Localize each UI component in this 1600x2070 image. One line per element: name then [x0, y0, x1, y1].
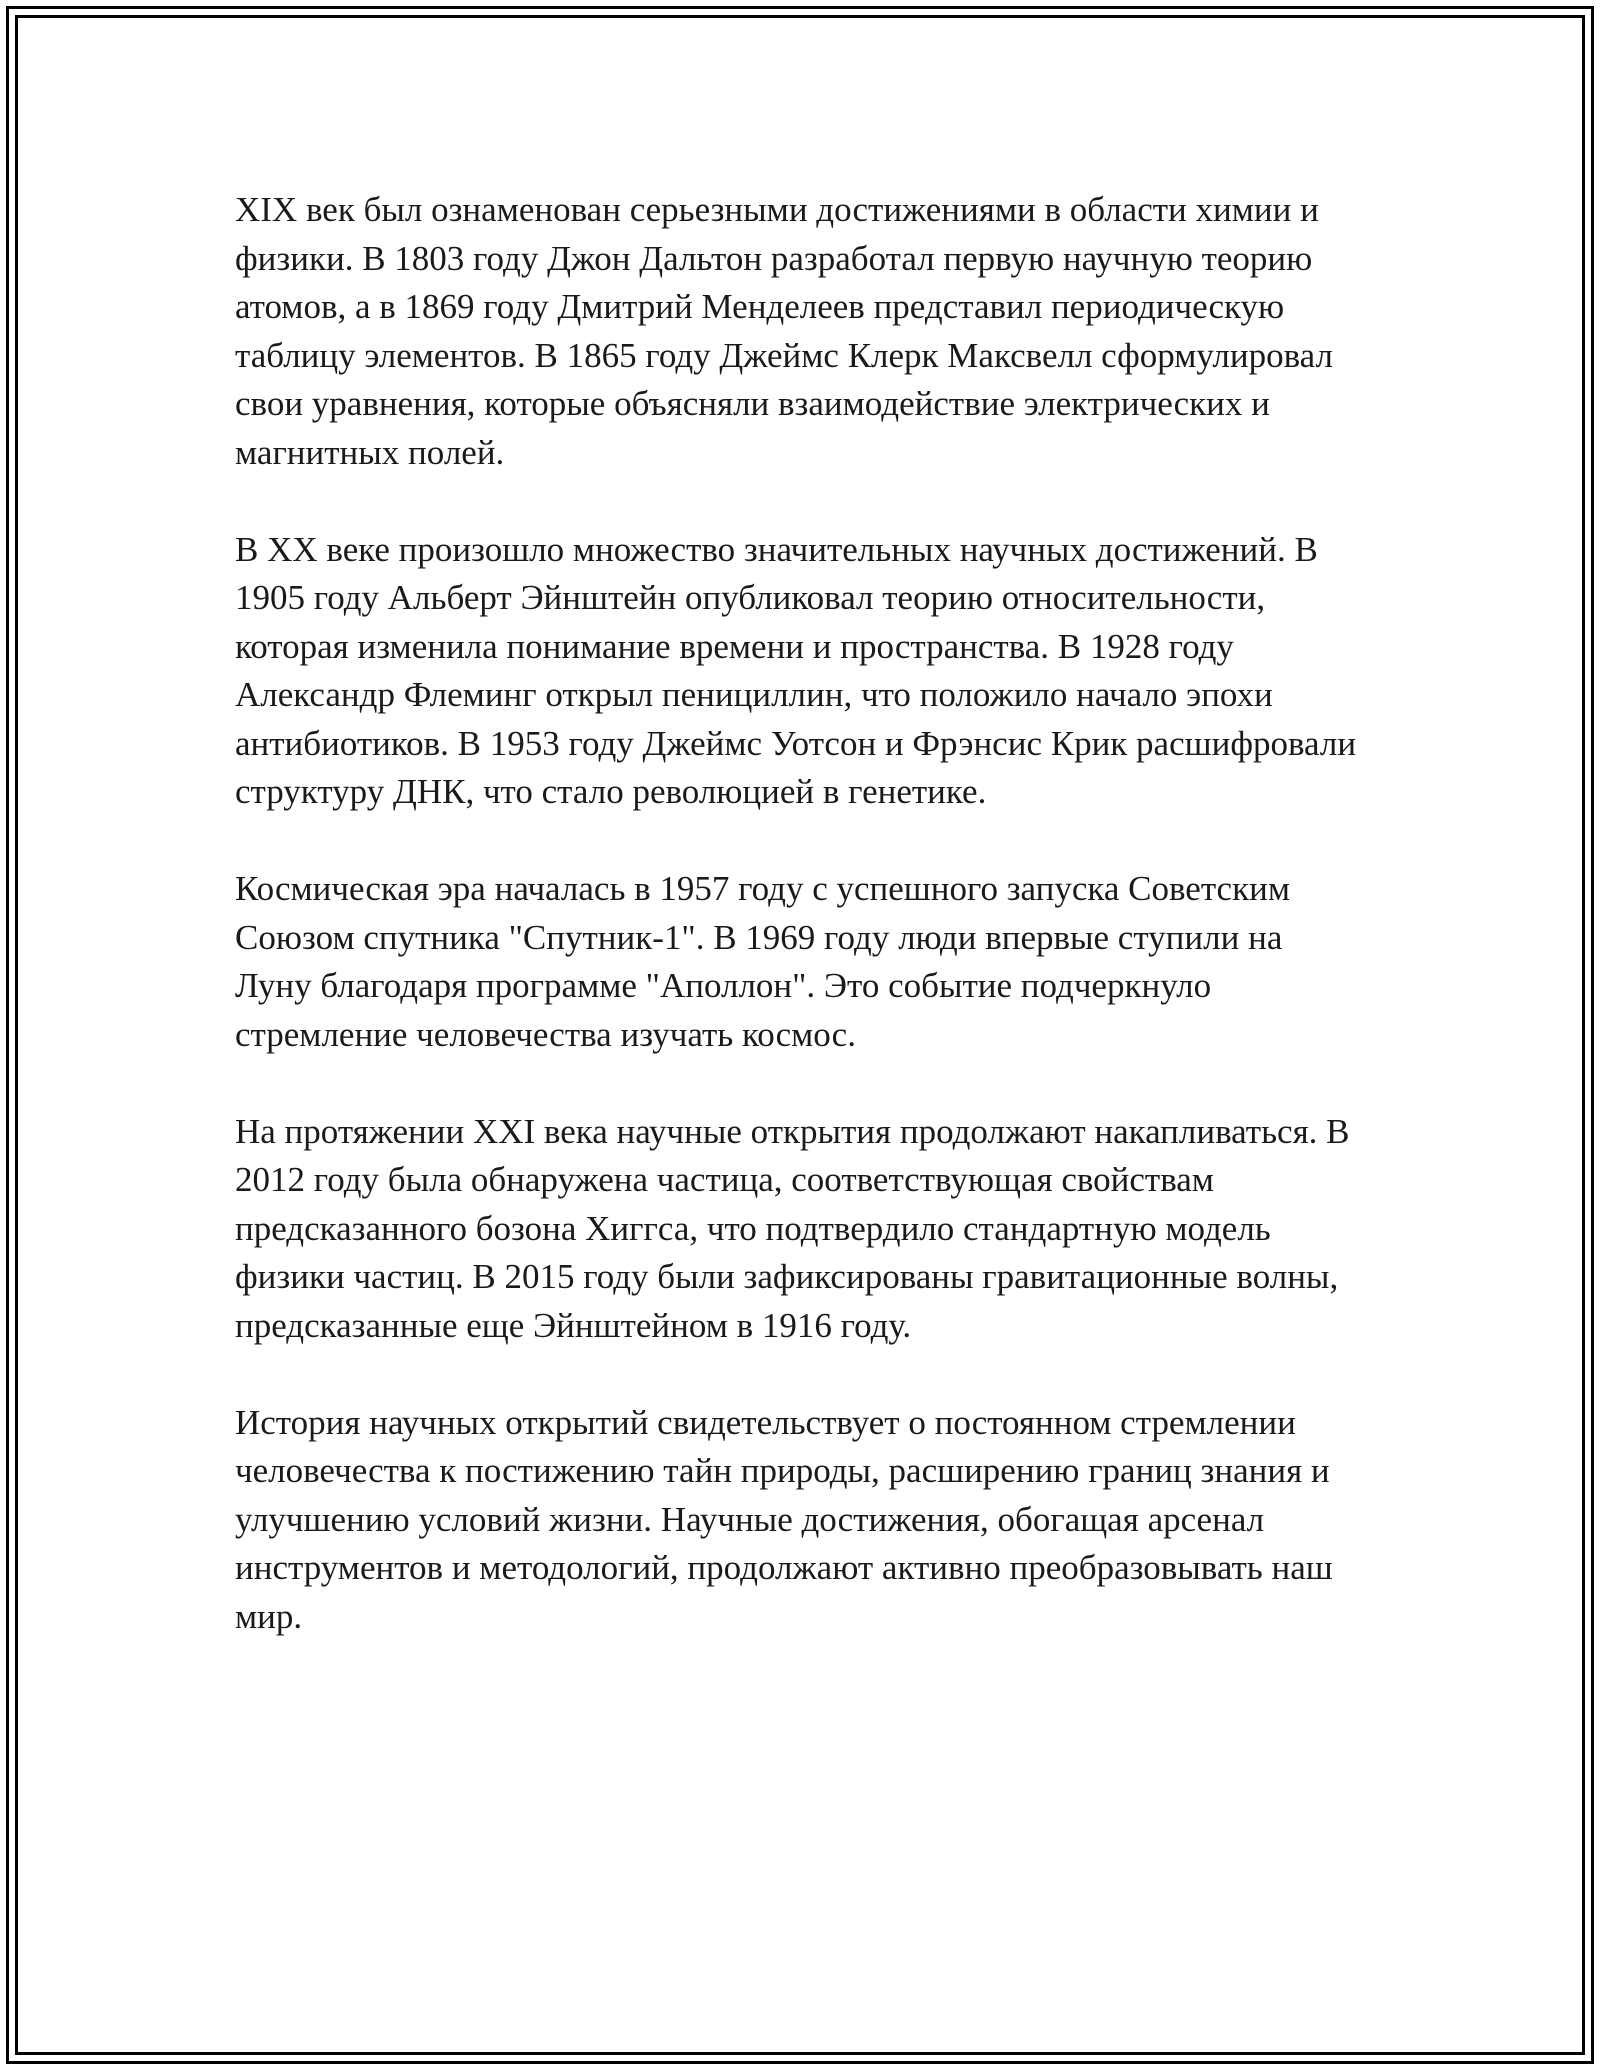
paragraph-21st-century: На протяжении XXI века научные открытия продолжают накапливаться. В 2012 году была обнаружена частица, соответствующая свойствам предсказанного бозона Хиггса, что подтвердило стандартную модель физики частиц. В 2015 году были зафиксированы гравитационные волны, предсказанные еще Эйнштейном в 1916 году.: [235, 1111, 1350, 1345]
paragraph-20th-century: В XX веке произошло множество значительных научных достижений. В 1905 году Альберт Эйнштейн опубликовал теорию относительности, которая изменила понимание времени и пространства. В 1928 году Александр Флеминг открыл пенициллин, что положило начало эпохи антибиотиков. В 1953 году Джеймс Уотсон и Фрэнсис Крик расшифровали структуру ДНК, что стало революцией в генетике.: [235, 529, 1357, 811]
paragraph-space-era: Космическая эра началась в 1957 году с успешного запуска Советским Союзом спутника "Спутник-1". В 1969 году люди впервые ступили на Луну благодаря программе "Аполлон". Это событие подчеркнуло стремление человечества изучать космос.: [235, 869, 1290, 1054]
document-body: [235, 186, 1365, 1690]
paragraph-conclusion: История научных открытий свидетельствует о постоянном стремлении человечества к постижению тайн природы, расширению границ знания и улучшению условий жизни. Научные достижения, обогащая арсенал инструментов и методологий, продолжают активно преобразовывать наш мир.: [235, 1402, 1333, 1636]
paragraph-19th-century: XIX век был ознаменован серьезными достижениями в области химии и физики. В 1803 году Джон Дальтон разработал первую научную теорию атомов, а в 1869 году Дмитрий Менделеев представил периодическую таблицу элементов. В 1865 году Джеймс Клерк Максвелл сформулировал свои уравнения, которые объясняли взаимодействие электрических и магнитных полей.: [235, 190, 1333, 472]
